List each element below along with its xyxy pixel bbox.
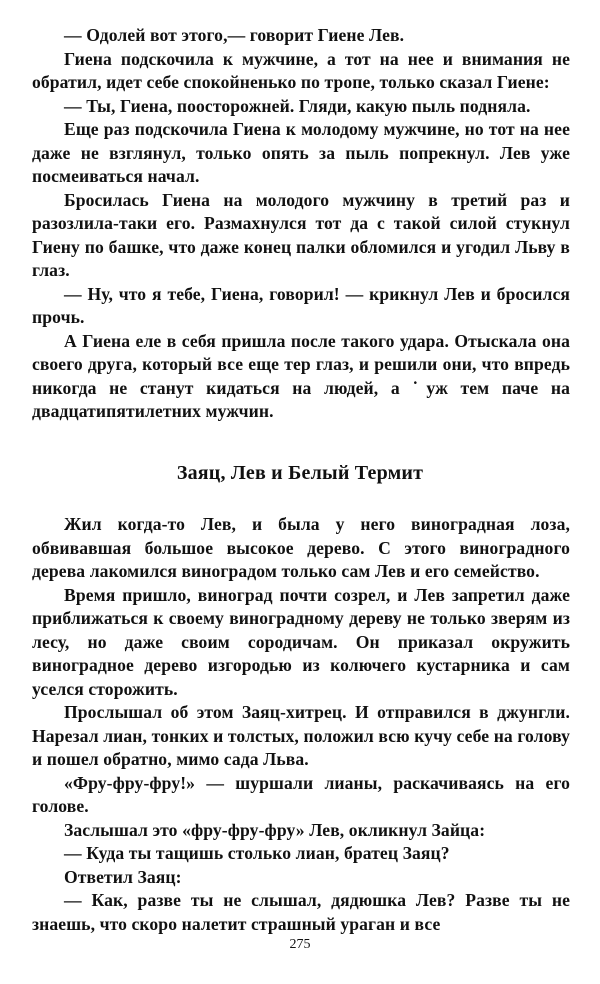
paragraph: Жил когда-то Лев, и была у него виноградная лоза, обвивавшая большое высокое дерево. С этого виноградного дерева лакомился виноградом только сам Лев и его семейство. [32, 514, 570, 581]
page-number: 275 [289, 937, 311, 952]
paragraph: Время пришло, виноград почти созрел, и Лев запретил даже приближаться к своему виноградному дереву не только зверям из лесу, но даже своим сородичам. Он приказал окружить виноградное дерево изгородью из колючего кустарника и сам уселся сторожить. [32, 584, 570, 699]
paragraph: Гиена подскочила к мужчине, а тот на нее и внимания не обратил, идет себе спокойненько по тропе, только сказал Гиене: [32, 48, 570, 92]
previous-story-text [32, 24, 570, 424]
paragraph: — Куда ты тащишь столько лиан, братец Заяц? [64, 843, 450, 863]
paragraph: «Фру-фру-фру!» — шуршали лианы, раскачиваясь на его голове. [32, 772, 570, 816]
paragraph: — Одолей вот этого,— говорит Гиене Лев. [64, 25, 405, 45]
paragraph: Заслышал это «фру-фру-фру» Лев, окликнул Зайца: [64, 819, 486, 840]
paragraph: — Как, разве ты не слышал, дядюшка Лев? Разве ты не знаешь, что скоро налетит страшный ураган и все [32, 890, 570, 934]
story-text [32, 513, 570, 936]
paragraph: Ответил Заяц: [64, 866, 182, 887]
paragraph: Еще раз подскочила Гиена к молодому мужчине, но тот на нее даже не взглянул, только опять за пыль попрекнул. Лев уже посмеиваться начал. [32, 119, 570, 186]
paragraph: Бросилась Гиена на молодого мужчину в третий раз и разозлила-таки его. Размахнулся тот да с такой силой стукнул Гиену по башке, что даже конец палки обломился и угодил Льву в глаз. [32, 189, 570, 280]
paragraph: Прослышал об этом Заяц-хитрец. И отправился в джунгли. Нарезал лиан, тонких и толстых, положил всю кучу себе на голову и пошел обратно, мимо сада Льва. [32, 702, 570, 769]
paragraph: — Ты, Гиена, поосторожней. Гляди, какую пыль подняла. [64, 95, 531, 116]
paragraph: А Гиена еле в себя пришла после такого удара. Отыскала она своего друга, который все еще тер глаз, и решили они, что впредь никогда не станут кидаться на людей, а ˙уж тем паче на двадцатипятилетних мужчин. [32, 330, 570, 421]
story-title: Заяц, Лев и Белый Термит [176, 462, 424, 484]
paragraph: — Ну, что я тебе, Гиена, говорил! — крикнул Лев и бросился прочь. [32, 283, 570, 327]
